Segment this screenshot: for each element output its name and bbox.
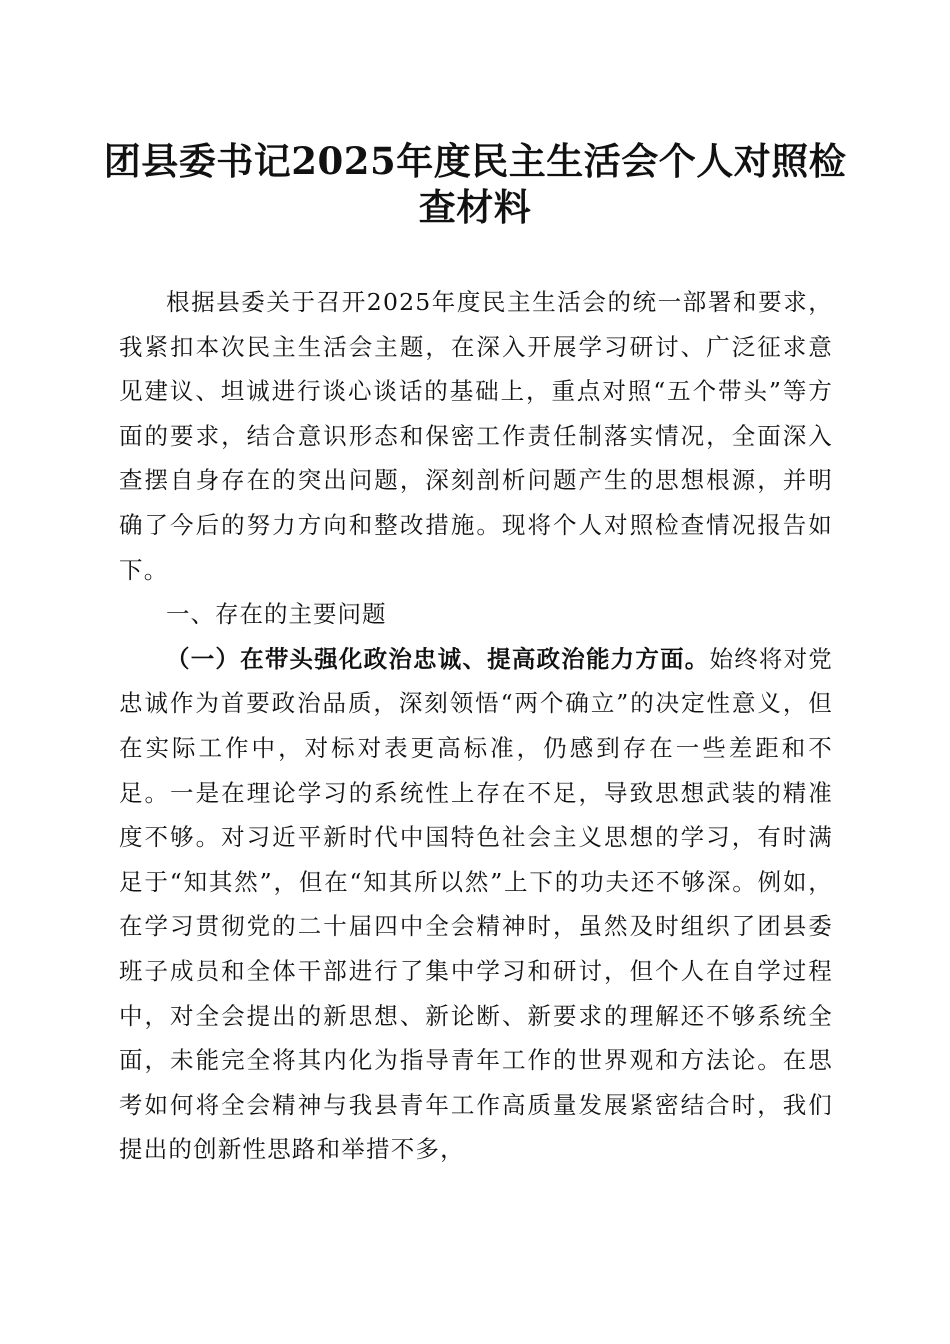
document-title — [100, 138, 850, 230]
intro-paragraph: 根据县委关于召开2025年度民主生活会的统一部署和要求，我紧扣本次民主生活会主题，在深入开展学习研讨、广泛征求意见建议、坦诚进行谈心谈话的基础上，重点对照“五个带头”等方面的要求，结合意识形态和保密工作责任制落实情况，全面深入查摆自身存在的突出问题，深刻剖析问题产生的思想根源，并明确了今后的努力方向和整改措施。现将个人对照检查情况报告如下。 — [119, 288, 833, 584]
document-title-line-1: 团县委书记2025年度民主生活会个人对照检 — [103, 139, 847, 183]
subsection-body: 始终将对党忠诚作为首要政治品质，深刻领悟“两个确立”的决定性意义，但在实际工作中，对标对表更高标准，仍感到存在一些差距和不足。一是在理论学习的系统性上存在不足，导致思想武装的精准度不够。对习近平新时代中国特色社会主义思想的学习，有时满足于“知其然”，但在“知其所以然”上下的功夫还不够深。例如，在学习贯彻党的二十届四中全会精神时，虽然及时组织了团县委班子成员和全体干部进行了集中学习和研讨，但个人在自学过程中，对全会提出的新思想、新论断、新要求的理解还不够系统全面，未能完全将其内化为指导青年工作的世界观和方法论。在思考如何将全会精神与我县青年工作高质量发展紧密结合时，我们提出的创新性思路和举措不多， — [119, 644, 833, 1164]
section-heading: 一、存在的主要问题 — [166, 600, 387, 629]
subsection-heading: （一）在带头强化政治忠诚、提高政治能力方面。 — [166, 644, 710, 673]
document-title-line-2: 查材料 — [418, 185, 532, 229]
document-body — [119, 280, 833, 1172]
subsection-paragraph — [119, 637, 833, 1172]
